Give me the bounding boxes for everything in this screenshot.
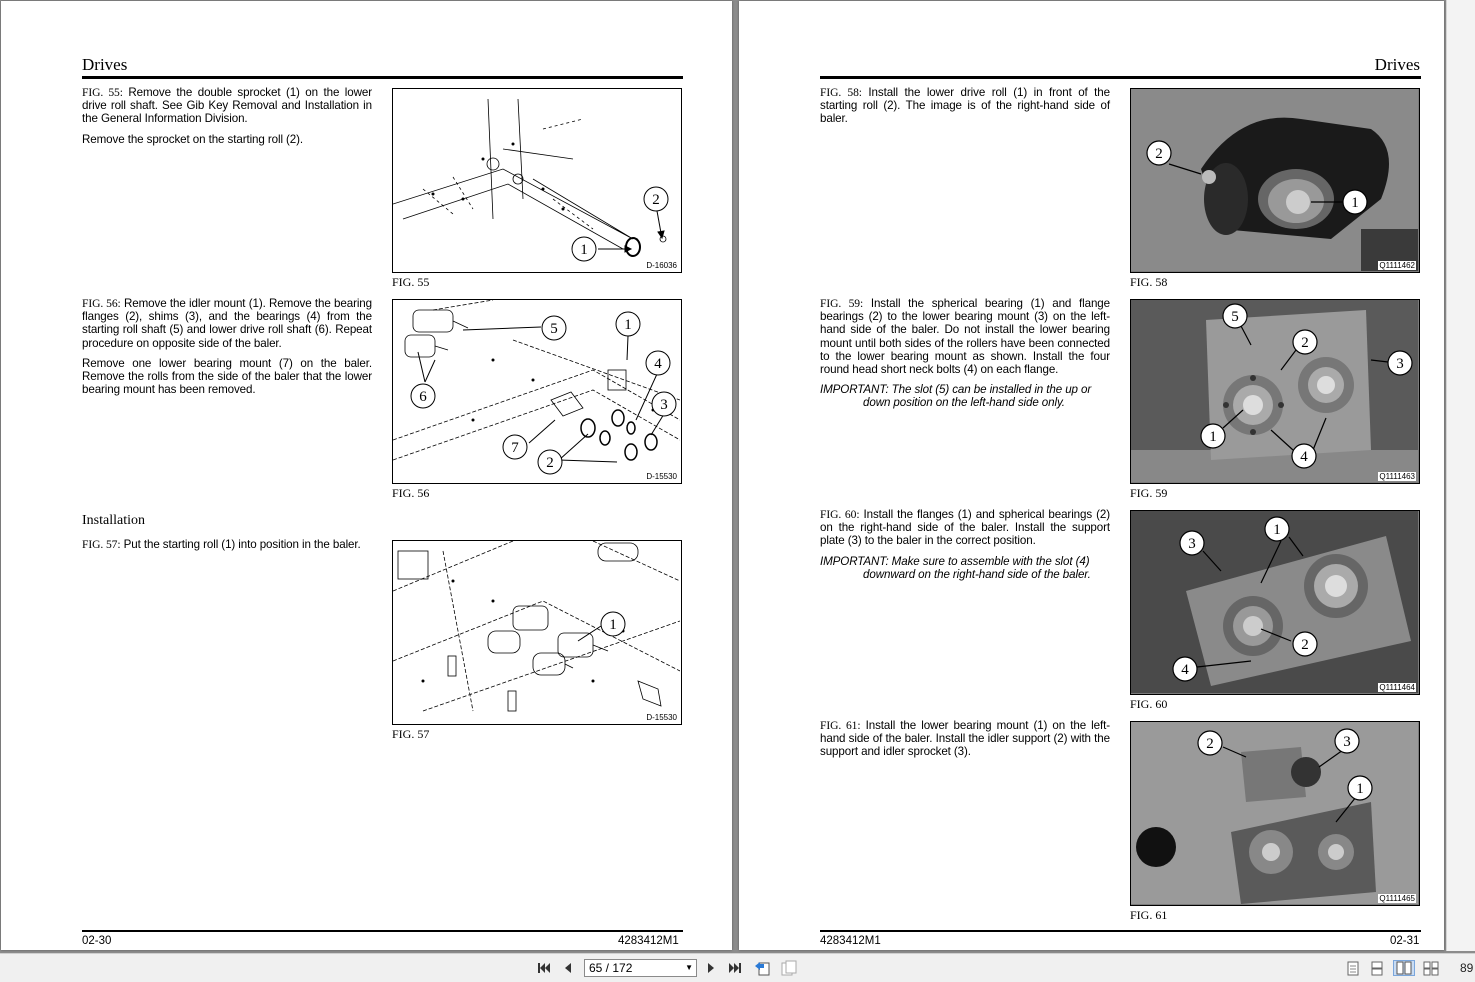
last-page-button[interactable] [727, 960, 743, 976]
important-note [820, 555, 1110, 581]
instruction-text: Remove the idler mount (1). Remove the bearing flanges (2), shims (3), and the bearings (4) from the starting roll shaft (5) and lower drive roll shaft (6). Repeat procedure on opposite side of the baler. [82, 297, 373, 350]
next-page-button[interactable] [703, 960, 719, 976]
document-number: 4283412M1 [820, 935, 881, 947]
important-text: IMPORTANT: Make sure to assemble with the slot (4) [820, 554, 1090, 568]
fig-label: FIG. 55: [82, 86, 123, 99]
fig61-caption: FIG. 61 [1130, 908, 1168, 922]
page-header: Drives [82, 55, 128, 74]
callout-1: 1 [1356, 781, 1364, 797]
fig57-text [82, 538, 374, 558]
instruction-text: Remove the sprocket on the starting roll (2). [82, 132, 304, 146]
callout-1: 1 [624, 317, 632, 333]
callout-2: 2 [1206, 736, 1214, 752]
single-page-view-button[interactable] [1345, 960, 1361, 976]
two-page-continuous-view-button[interactable] [1422, 960, 1440, 976]
vertical-scrollbar[interactable] [1446, 0, 1475, 951]
fig59-photo [1130, 299, 1420, 484]
continuous-view-icon [1371, 961, 1383, 976]
figure-code: D-15530 [646, 472, 677, 481]
important-text: down position on the left-hand side only. [863, 396, 1065, 410]
fig-label: FIG. 61: [820, 719, 861, 732]
callout-1: 1 [1209, 429, 1217, 445]
fig56-drawing [392, 299, 682, 484]
callout-2: 2 [1301, 335, 1309, 351]
figure-code: D-15530 [646, 713, 677, 722]
instruction-text: Install the spherical bearing (1) and flange bearings (2) to the lower bearing mount (3) on the left-hand side of the baler. Do not install the lower bearing mount until both sides of the rollers have been connected to the lower bearing mount as shown. Install the four round head short neck bolts (4) on each flange. [820, 297, 1110, 377]
chevron-down-icon[interactable]: ▼ [685, 963, 693, 972]
fig58-text [820, 86, 1110, 133]
fig59-text [820, 297, 1110, 417]
first-page-icon [537, 961, 551, 975]
instruction-text: Put the starting roll (1) into position in the baler. [120, 538, 361, 551]
zoom-level[interactable]: 89 [1460, 961, 1474, 975]
callout-2: 2 [1301, 637, 1309, 653]
previous-page-button[interactable] [560, 960, 576, 976]
next-page-icon [704, 961, 718, 975]
header-rule [82, 76, 683, 79]
callout-3: 3 [1343, 734, 1351, 750]
fig57-drawing [392, 540, 682, 725]
figure-code: Q1111463 [1379, 472, 1415, 481]
callout-1: 1 [1273, 522, 1281, 538]
figure-code: D-16036 [646, 261, 677, 270]
fig-label: FIG. 58: [820, 86, 862, 99]
callout-3: 3 [1396, 356, 1404, 372]
fig60-caption: FIG. 60 [1130, 697, 1168, 711]
go-back-icon [754, 960, 770, 976]
page-header: Drives [1374, 55, 1420, 74]
callout-7: 7 [511, 440, 519, 456]
viewer-toolbar [0, 953, 1475, 982]
callout-4: 4 [1181, 662, 1189, 678]
fig57-caption: FIG. 57 [392, 727, 430, 741]
callout-1: 1 [580, 242, 588, 258]
callout-4: 4 [1300, 449, 1308, 465]
instruction-text: Remove one lower bearing mount (7) on the baler. Remove the rolls from the side of the baler that the lower bearing mount has been removed. [82, 356, 372, 397]
fig59-caption: FIG. 59 [1130, 486, 1168, 500]
header-rule [820, 76, 1421, 79]
callout-3: 3 [660, 397, 668, 413]
fig56-caption: FIG. 56 [392, 486, 430, 500]
fig56-text [82, 297, 372, 403]
instruction-text: Remove the double sprocket (1) on the lower drive roll shaft. See Gib Key Removal and Installation in the General Information Division. [82, 86, 372, 126]
callout-3: 3 [1188, 536, 1196, 552]
figure-code: Q1111464 [1379, 683, 1415, 692]
figure-code: Q1111462 [1379, 261, 1415, 270]
section-heading: Installation [82, 513, 145, 528]
footer-rule [82, 930, 683, 932]
fig55-drawing [392, 88, 682, 273]
fig58-caption: FIG. 58 [1130, 275, 1168, 289]
left-page [1, 1, 732, 950]
fig55-caption: FIG. 55 [392, 275, 430, 289]
first-page-button[interactable] [536, 960, 552, 976]
fig-label: FIG. 60: [820, 508, 860, 521]
important-text: downward on the right-hand side of the baler. [863, 567, 1091, 581]
previous-page-icon [561, 961, 575, 975]
fig-label: FIG. 59: [820, 297, 864, 310]
two-page-view-button[interactable] [1393, 960, 1415, 976]
fig55-text [82, 86, 372, 153]
instruction-text: Install the flanges (1) and spherical bearings (2) on the right-hand side of the baler. Install the support plate (3) to the baler in the correct position. [820, 508, 1110, 548]
two-page-continuous-view-icon [1423, 961, 1439, 976]
important-note [820, 383, 1110, 409]
go-back-button[interactable] [753, 960, 771, 976]
instruction-text: Install the lower bearing mount (1) on the left-hand side of the baler. Install the idler support (2) with the support and idler sprocket (3). [820, 719, 1110, 759]
callout-5: 5 [1231, 309, 1239, 325]
fig61-photo [1130, 721, 1420, 906]
important-text: IMPORTANT: The slot (5) can be installed in the up or [820, 383, 1092, 397]
fig60-text [820, 508, 1110, 588]
page-number-value: 65 / 172 [589, 961, 633, 975]
callout-2: 2 [546, 455, 554, 471]
callout-4: 4 [654, 356, 662, 372]
fig58-photo [1130, 88, 1420, 273]
fig60-photo [1130, 510, 1420, 695]
continuous-view-button[interactable] [1369, 960, 1385, 976]
fig-label: FIG. 56: [82, 297, 121, 310]
page-number: 02-31 [1390, 935, 1420, 947]
callout-1: 1 [1351, 195, 1359, 211]
go-forward-button[interactable] [780, 960, 798, 976]
single-page-view-icon [1347, 961, 1359, 976]
page-number-input[interactable] [584, 959, 697, 977]
fig61-text [820, 719, 1110, 766]
callout-6: 6 [419, 389, 427, 405]
instruction-text: Install the lower drive roll (1) in front of the starting roll (2). The image is of the right-hand side of baler. [820, 86, 1110, 126]
callout-5: 5 [550, 321, 558, 337]
page-number: 02-30 [82, 935, 112, 947]
figure-code: Q1111465 [1379, 894, 1415, 903]
fig-label: FIG. 57: [82, 538, 121, 551]
right-page [739, 1, 1444, 950]
callout-1: 1 [609, 617, 617, 633]
callout-2: 2 [1155, 146, 1163, 162]
document-number: 4283412M1 [618, 935, 679, 947]
go-forward-icon [781, 960, 797, 976]
footer-rule [820, 930, 1421, 932]
last-page-icon [728, 961, 742, 975]
callout-2: 2 [652, 192, 660, 208]
two-page-view-icon [1396, 961, 1412, 975]
